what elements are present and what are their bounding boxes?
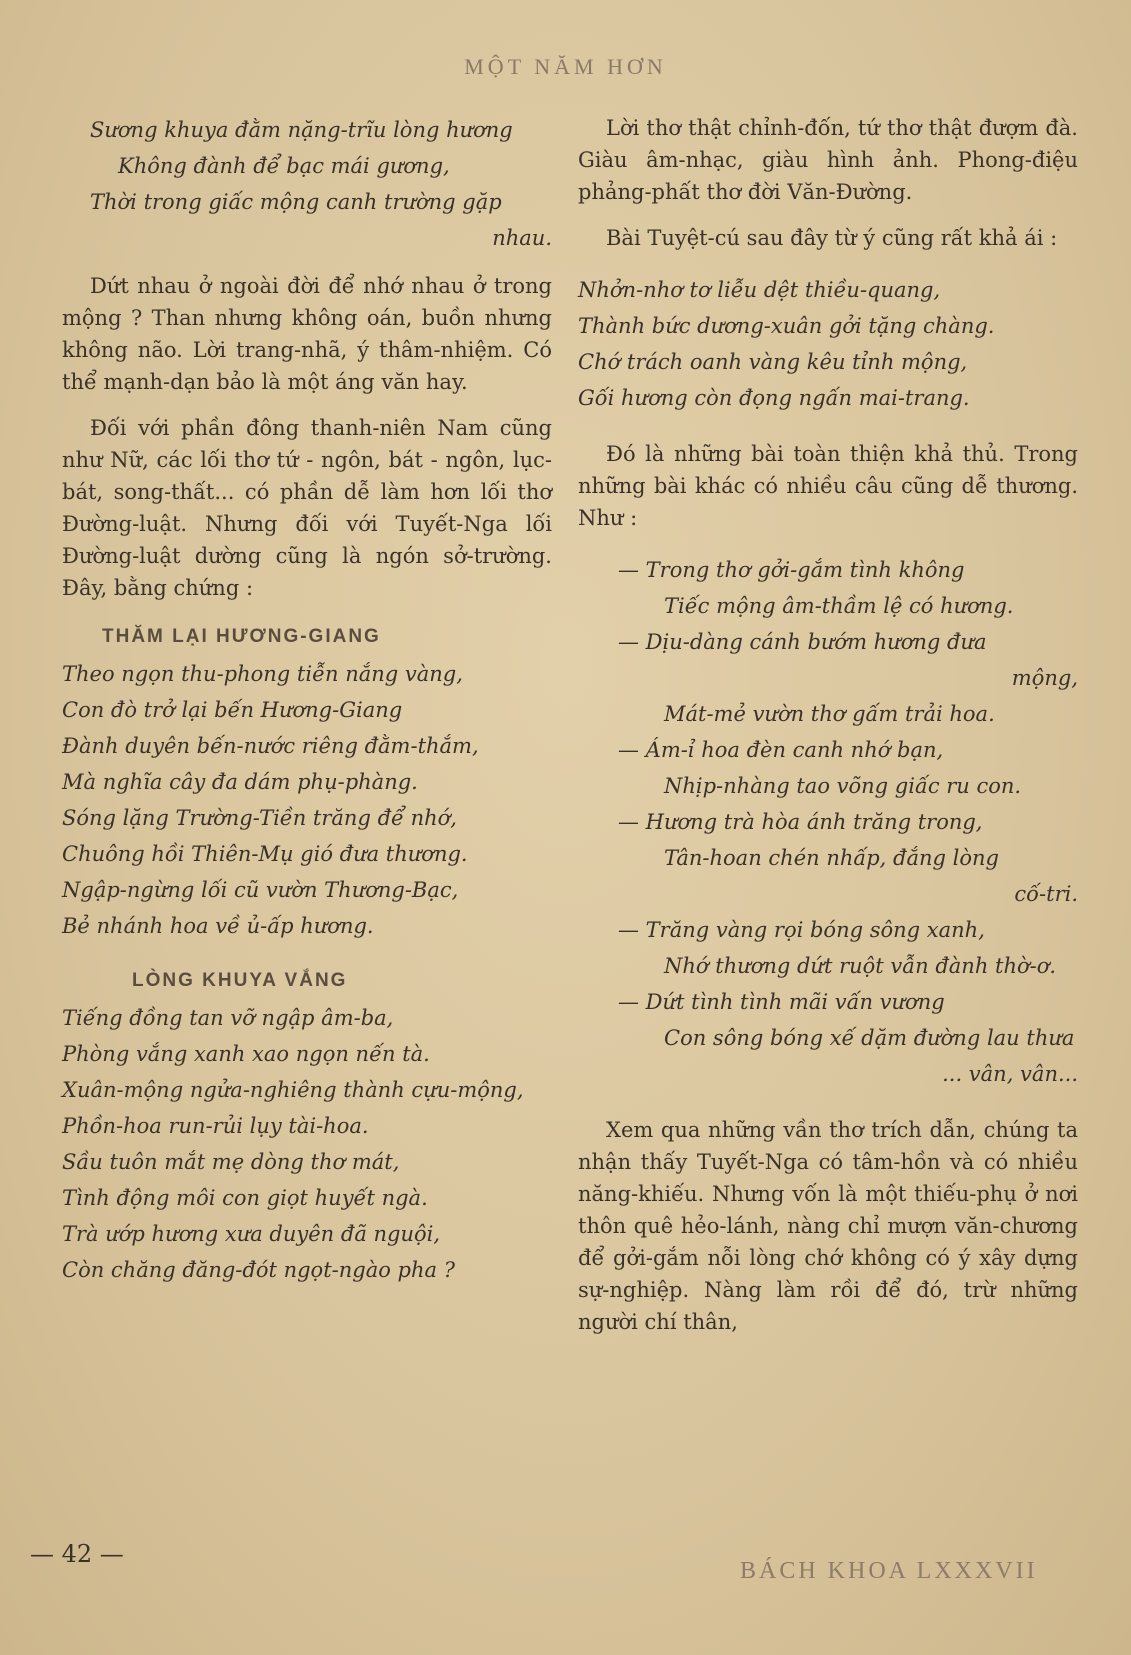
quote-line: — Trăng vàng rọi bóng sông xanh,	[618, 918, 985, 942]
paragraph-text: Đó là những bài toàn thiện khả thủ. Trong những bài khác có nhiều câu cũng dễ thương. Như :	[578, 442, 1078, 530]
paragraph-text: Dứt nhau ở ngoài đời để nhớ nhau ở trong mộng ? Than nhưng không oán, buồn nhưng không não. Lời trang-nhã, ý thâm-nhiệm. Có thể mạnh-dạn bảo là một áng văn hay.	[62, 274, 552, 394]
paragraph	[578, 112, 1078, 208]
paragraph-text: Lời thơ thật chỉnh-đốn, tứ thơ thật đượm đà. Giàu âm-nhạc, giàu hình ảnh. Phong-điệu phảng-phất thơ đời Văn-Đường.	[578, 116, 1078, 204]
quote-line: — Ám-ỉ hoa đèn canh nhớ bạn,	[618, 738, 944, 762]
verse-line: Không đành để bạc mái gương,	[118, 154, 450, 178]
verse-line: Nhởn-nhơ tơ liễu dệt thiều-quang,	[578, 278, 941, 302]
verse-line: Trà ướp hương xưa duyên đã nguội,	[62, 1222, 441, 1246]
quote-line: mộng,	[1011, 666, 1078, 690]
quote-line: — Dịu-dàng cánh bướm hương đưa	[618, 630, 987, 654]
paragraph-text: Đối với phần đông thanh-niên Nam cũng như Nữ, các lối thơ tứ - ngôn, bát - ngôn, lục-bát, song-thất... có phần dễ làm hơn lối thơ Đường-luật. Nhưng đối với Tuyết-Nga lối Đường-luật dường cũng là ngón sở-trường. Đây, bằng chứng :	[62, 416, 552, 600]
verse-line: Bẻ nhánh hoa về ủ-ấp hương.	[62, 914, 374, 938]
verse-line: nhau.	[492, 226, 552, 250]
verse-line: Thời trong giấc mộng canh trường gặp	[90, 190, 502, 214]
quote-line: ... vân, vân...	[942, 1062, 1078, 1086]
verse-line: Chuông hồi Thiên-Mụ gió đưa thương.	[62, 842, 468, 866]
quote-line: — Dứt tình tình mãi vấn vương	[618, 990, 945, 1014]
paragraph	[62, 270, 552, 398]
quote-line: — Hương trà hòa ánh trăng trong,	[618, 810, 983, 834]
verse-line: Gối hương còn đọng ngấn mai-trang.	[578, 386, 970, 410]
verse-line: Còn chăng đăng-đót ngọt-ngào pha ?	[62, 1258, 455, 1282]
poem-3	[578, 272, 1078, 416]
right-column	[578, 112, 1078, 1338]
verse-line: Xuân-mộng ngửa-nghiêng thành cựu-mộng,	[62, 1078, 524, 1102]
paragraph	[62, 412, 552, 604]
left-column	[62, 112, 552, 1288]
quote-line: Mát-mẻ vườn thơ gấm trải hoa.	[664, 702, 995, 726]
verse-line: Đành duyên bến-nước riêng đằm-thắm,	[62, 734, 479, 758]
verse-line: Sương khuya đằm nặng-trĩu lòng hương	[90, 118, 513, 142]
quoted-lines	[578, 552, 1078, 1092]
paragraph-text: Xem qua những vần thơ trích dẫn, chúng ta nhận thấy Tuyết-Nga có tâm-hồn và có nhiều năng-khiếu. Nhưng vốn là một thiếu-phụ ở nơi thôn quê hẻo-lánh, nàng chỉ mượn văn-chương để gởi-gắm nỗi lòng chớ không có ý xây dựng sự-nghiệp. Nàng làm rồi để đó, trừ những người chí thân,	[578, 1118, 1078, 1334]
verse-line: Tiếng đồng tan vỡ ngập âm-ba,	[62, 1006, 394, 1030]
verse-line: Theo ngọn thu-phong tiễn nắng vàng,	[62, 662, 463, 686]
running-header: MỘT NĂM HƠN	[464, 54, 667, 79]
verse-line: Tình động môi con giọt huyết ngà.	[62, 1186, 428, 1210]
quote-line: cố-tri.	[1014, 882, 1078, 906]
paragraph-text: Bài Tuyệt-cú sau đây từ ý cũng rất khả ái :	[606, 226, 1058, 250]
verse-line: Thành bức dương-xuân gởi tặng chàng.	[578, 314, 995, 338]
quote-line: Nhớ thương dứt ruột vẫn đành thờ-ơ.	[664, 954, 1057, 978]
paragraph	[578, 438, 1078, 534]
quote-line: Nhịp-nhàng tao võng giấc ru con.	[664, 774, 1022, 798]
quote-line: Con sông bóng xế dặm đường lau thưa	[664, 1026, 1075, 1050]
verse-line: Ngập-ngừng lối cũ vườn Thương-Bạc,	[62, 878, 459, 902]
verse-line: Sóng lặng Trường-Tiền trăng để nhớ,	[62, 806, 457, 830]
poem-title: THĂM LẠI HƯƠNG-GIANG	[102, 626, 381, 647]
verse-line: Chớ trách oanh vàng kêu tỉnh mộng,	[578, 350, 968, 374]
verse-line: Con đò trở lại bến Hương-Giang	[62, 698, 403, 722]
paragraph	[578, 1114, 1078, 1338]
page-number: — 42 —	[30, 1540, 124, 1568]
quote-line: Tiếc mộng âm-thầm lệ có hương.	[664, 594, 1014, 618]
verse-line: Phồn-hoa run-rủi lụy tài-hoa.	[62, 1114, 369, 1138]
journal-footer: BÁCH KHOA LXXXVII	[740, 1558, 1038, 1584]
poem-top	[62, 112, 552, 256]
paragraph	[578, 222, 1078, 254]
verse-line: Sầu tuôn mắt mẹ dòng thơ mát,	[62, 1150, 400, 1174]
verse-line: Mà nghĩa cây đa dám phụ-phàng.	[62, 770, 418, 794]
quote-line: — Trong thơ gởi-gắm tình không	[618, 558, 965, 582]
poem-2	[62, 1000, 552, 1288]
poem-title: LÒNG KHUYA VẮNG	[132, 970, 348, 991]
quote-line: Tân-hoan chén nhấp, đắng lòng	[664, 846, 999, 870]
verse-line: Phòng vắng xanh xao ngọn nến tà.	[62, 1042, 430, 1066]
poem-1	[62, 656, 552, 944]
